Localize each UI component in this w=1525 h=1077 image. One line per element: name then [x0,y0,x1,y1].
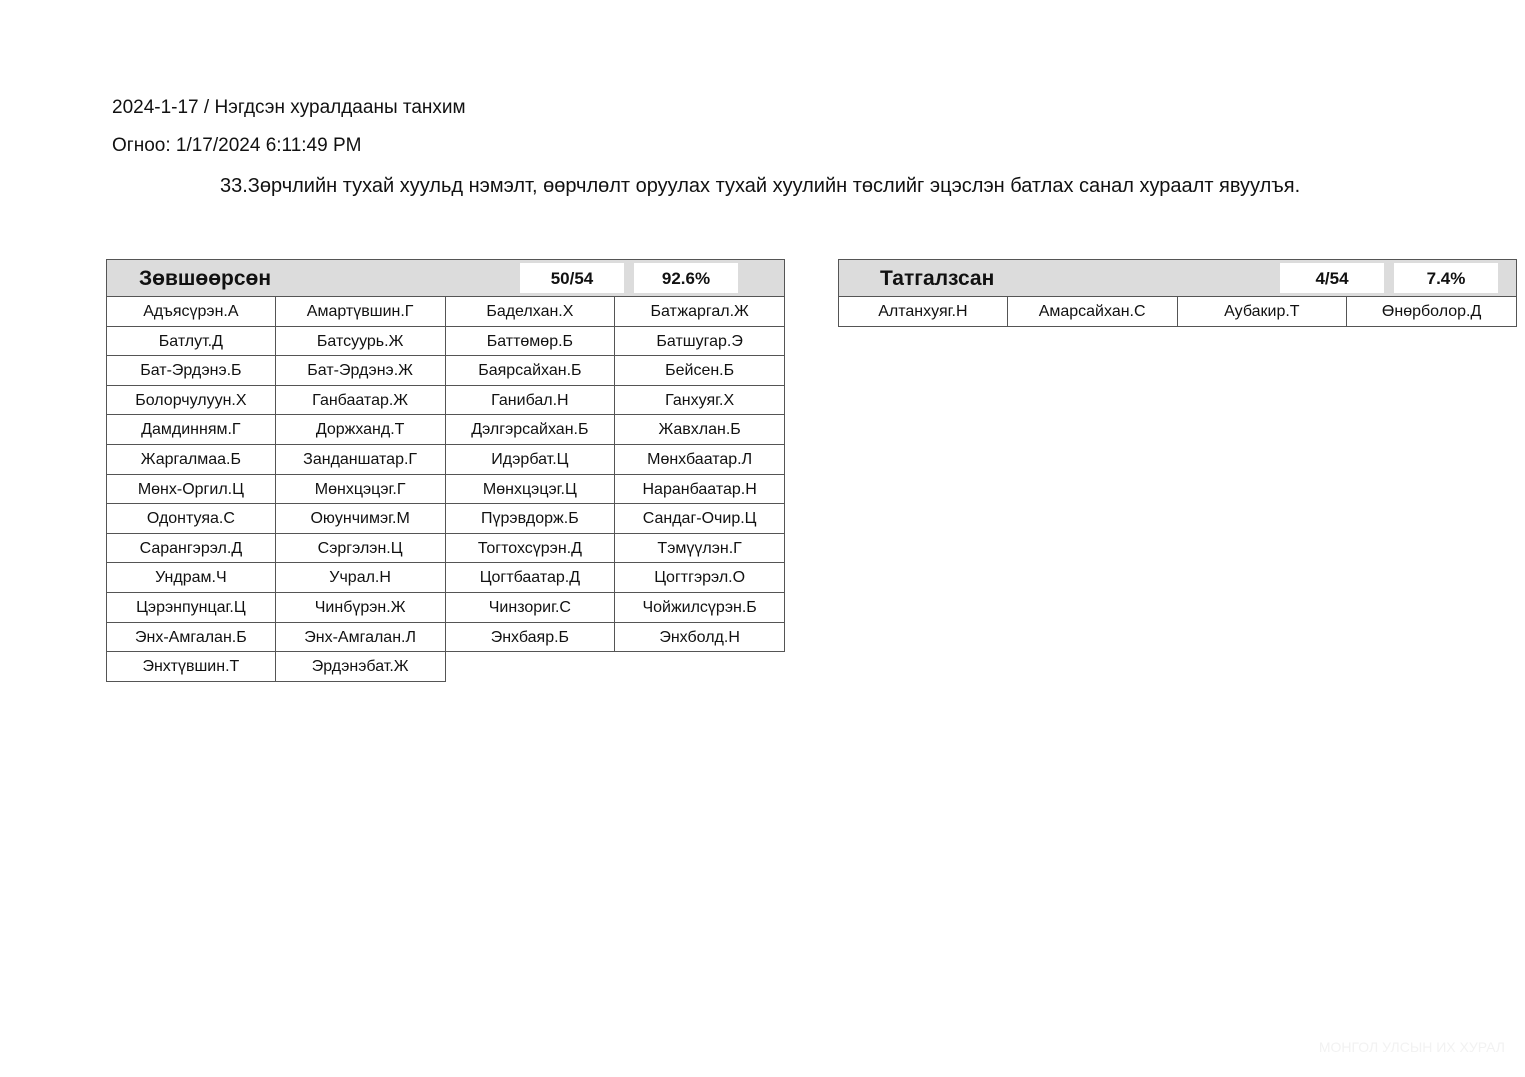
voter-name-cell: Энхболд.Н [615,623,785,653]
voter-name-cell: Эрдэнэбат.Ж [276,652,446,682]
session-line: 2024-1-17 / Нэгдсэн хуралдааны танхим [112,97,466,118]
abstained-label: Татгалзсан [880,267,995,290]
voter-name-cell: Жаргалмаа.Б [106,445,276,475]
approved-label: Зөвшөөрсөн [139,267,272,290]
approved-header [106,259,785,297]
date-line: Огноо: 1/17/2024 6:11:49 PM [112,135,362,156]
voter-name-cell: Бейсен.Б [615,356,785,386]
voter-name-cell: Батсуурь.Ж [276,327,446,357]
voter-name-cell: Бат-Эрдэнэ.Ж [276,356,446,386]
abstained-count: 4/54 [1280,263,1384,293]
voter-name-cell: Занданшатар.Г [276,445,446,475]
voter-name-cell: Амарсайхан.С [1008,297,1178,327]
voter-name-cell: Баттөмөр.Б [446,327,616,357]
voter-name-cell: Идэрбат.Ц [446,445,616,475]
voter-name-cell: Чинбүрэн.Ж [276,593,446,623]
voter-name-cell: Учрал.Н [276,563,446,593]
voter-name-cell: Тогтохсүрэн.Д [446,534,616,564]
voter-name-cell: Бат-Эрдэнэ.Б [106,356,276,386]
voter-name-cell: Батшугар.Э [615,327,785,357]
voter-name-cell: Ундрам.Ч [106,563,276,593]
voter-name-cell: Батжаргал.Ж [615,297,785,327]
voter-name-cell: Одонтуяа.С [106,504,276,534]
voter-name-cell: Энх-Амгалан.Б [106,623,276,653]
voter-name-cell: Энхбаяр.Б [446,623,616,653]
voter-name-cell: Доржханд.Т [276,415,446,445]
voter-name-cell: Баярсайхан.Б [446,356,616,386]
voter-name-cell: Батлут.Д [106,327,276,357]
abstained-names-grid [838,297,1517,327]
voter-name-cell: Болорчулуун.Х [106,386,276,416]
voter-name-cell: Мөнхбаатар.Л [615,445,785,475]
voter-name-cell: Мөнх-Оргил.Ц [106,475,276,505]
voter-name-cell: Баделхан.Х [446,297,616,327]
voter-name-cell: Цогтбаатар.Д [446,563,616,593]
voter-name-cell: Чинзориг.С [446,593,616,623]
voter-name-cell: Тэмүүлэн.Г [615,534,785,564]
voter-name-cell: Ганбаатар.Ж [276,386,446,416]
motion-title: 33.Зөрчлийн тухай хуульд нэмэлт, өөрчлөлт оруулах тухай хуулийн төслийг эцэслэн батлах санал хураалт явуулъя. [220,175,1301,197]
voter-name-cell: Ганхуяг.Х [615,386,785,416]
voter-name-cell: Мөнхцэцэг.Ц [446,475,616,505]
voter-name-cell: Сандаг-Очир.Ц [615,504,785,534]
voter-name-cell: Чойжилсүрэн.Б [615,593,785,623]
voter-name-cell: Адъясүрэн.А [106,297,276,327]
voter-name-cell: Цогтгэрэл.О [615,563,785,593]
abstained-header [838,259,1517,297]
voter-name-cell: Алтанхуяг.Н [838,297,1008,327]
voter-name-cell: Сэргэлэн.Ц [276,534,446,564]
voter-name-cell: Жавхлан.Б [615,415,785,445]
voter-name-cell: Сарангэрэл.Д [106,534,276,564]
voter-name-cell: Цэрэнпунцаг.Ц [106,593,276,623]
approved-percent: 92.6% [634,263,738,293]
voter-name-cell: Аубакир.Т [1178,297,1348,327]
voter-name-cell: Амартүвшин.Г [276,297,446,327]
voter-name-cell: Өнөрболор.Д [1347,297,1517,327]
voter-name-cell: Энх-Амгалан.Л [276,623,446,653]
voter-name-cell: Наранбаатар.Н [615,475,785,505]
approved-count: 50/54 [520,263,624,293]
voter-name-cell: Оюунчимэг.М [276,504,446,534]
voter-name-cell: Дэлгэрсайхан.Б [446,415,616,445]
voter-name-cell: Дамдинням.Г [106,415,276,445]
footer-watermark: МОНГОЛ УЛСЫН ИХ ХУРАЛ [1318,1039,1505,1055]
approved-vote-table [106,259,785,682]
abstained-percent: 7.4% [1394,263,1498,293]
approved-names-grid [106,297,785,682]
voter-name-cell: Ганибал.Н [446,386,616,416]
voter-name-cell: Мөнхцэцэг.Г [276,475,446,505]
abstained-vote-table [838,259,1517,327]
voter-name-cell: Пүрэвдорж.Б [446,504,616,534]
voter-name-cell: Энхтүвшин.Т [106,652,276,682]
